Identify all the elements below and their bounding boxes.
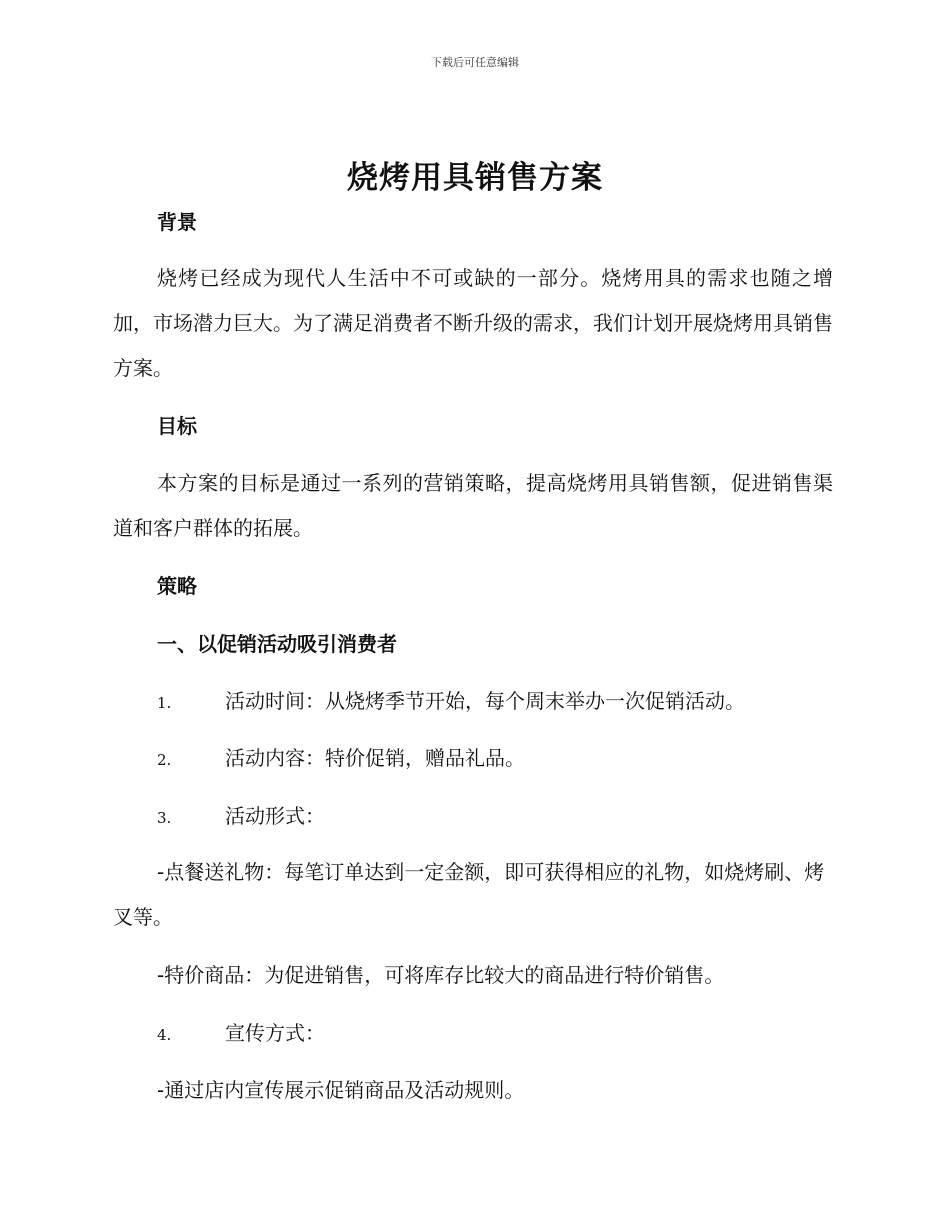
strategy-subheading-promotions: 一、以促销活动吸引消费者 [157,632,397,656]
list-item [157,687,745,717]
goal-paragraph: 本方案的目标是通过一系列的营销策略，提高烧烤用具销售额，促进销售渠道和客户群体的拓展。 [113,471,833,540]
section-heading-strategy: 策略 [157,574,197,598]
list-item-text: 宣传方式： [225,1021,325,1045]
section-heading-background: 背景 [157,210,197,234]
bullet-gift: -点餐送礼物：每笔订单达到一定金额，即可获得相应的礼物，如烧烤刷、烤叉等。 [113,860,825,929]
bullet-special-price: -特价商品：为促进销售，可将库存比较大的商品进行特价销售。 [157,963,725,987]
section-heading-goal: 目标 [157,414,197,438]
list-item [157,744,525,774]
background-paragraph: 烧烤已经成为现代人生活中不可或缺的一部分。烧烤用具的需求也随之增加，市场潜力巨大。为了满足消费者不断升级的需求，我们计划开展烧烤用具销售方案。 [113,266,833,380]
list-item-number: 4. [157,1026,172,1044]
list-item [157,802,325,832]
list-item-number: 3. [157,809,172,827]
list-item [157,1019,325,1049]
list-item-text: 活动内容：特价促销，赠品礼品。 [225,746,525,770]
list-item-number: 2. [157,751,172,769]
document-title: 烧烤用具销售方案 [347,160,603,196]
list-item-number: 1. [157,694,172,712]
bullet-in-store-promo: -通过店内宣传展示促销商品及活动规则。 [157,1078,525,1102]
list-item-text: 活动时间：从烧烤季节开始，每个周末举办一次促销活动。 [225,689,745,713]
page-header-note: 下载后可任意编辑 [431,56,519,69]
list-item-text: 活动形式： [225,804,325,828]
